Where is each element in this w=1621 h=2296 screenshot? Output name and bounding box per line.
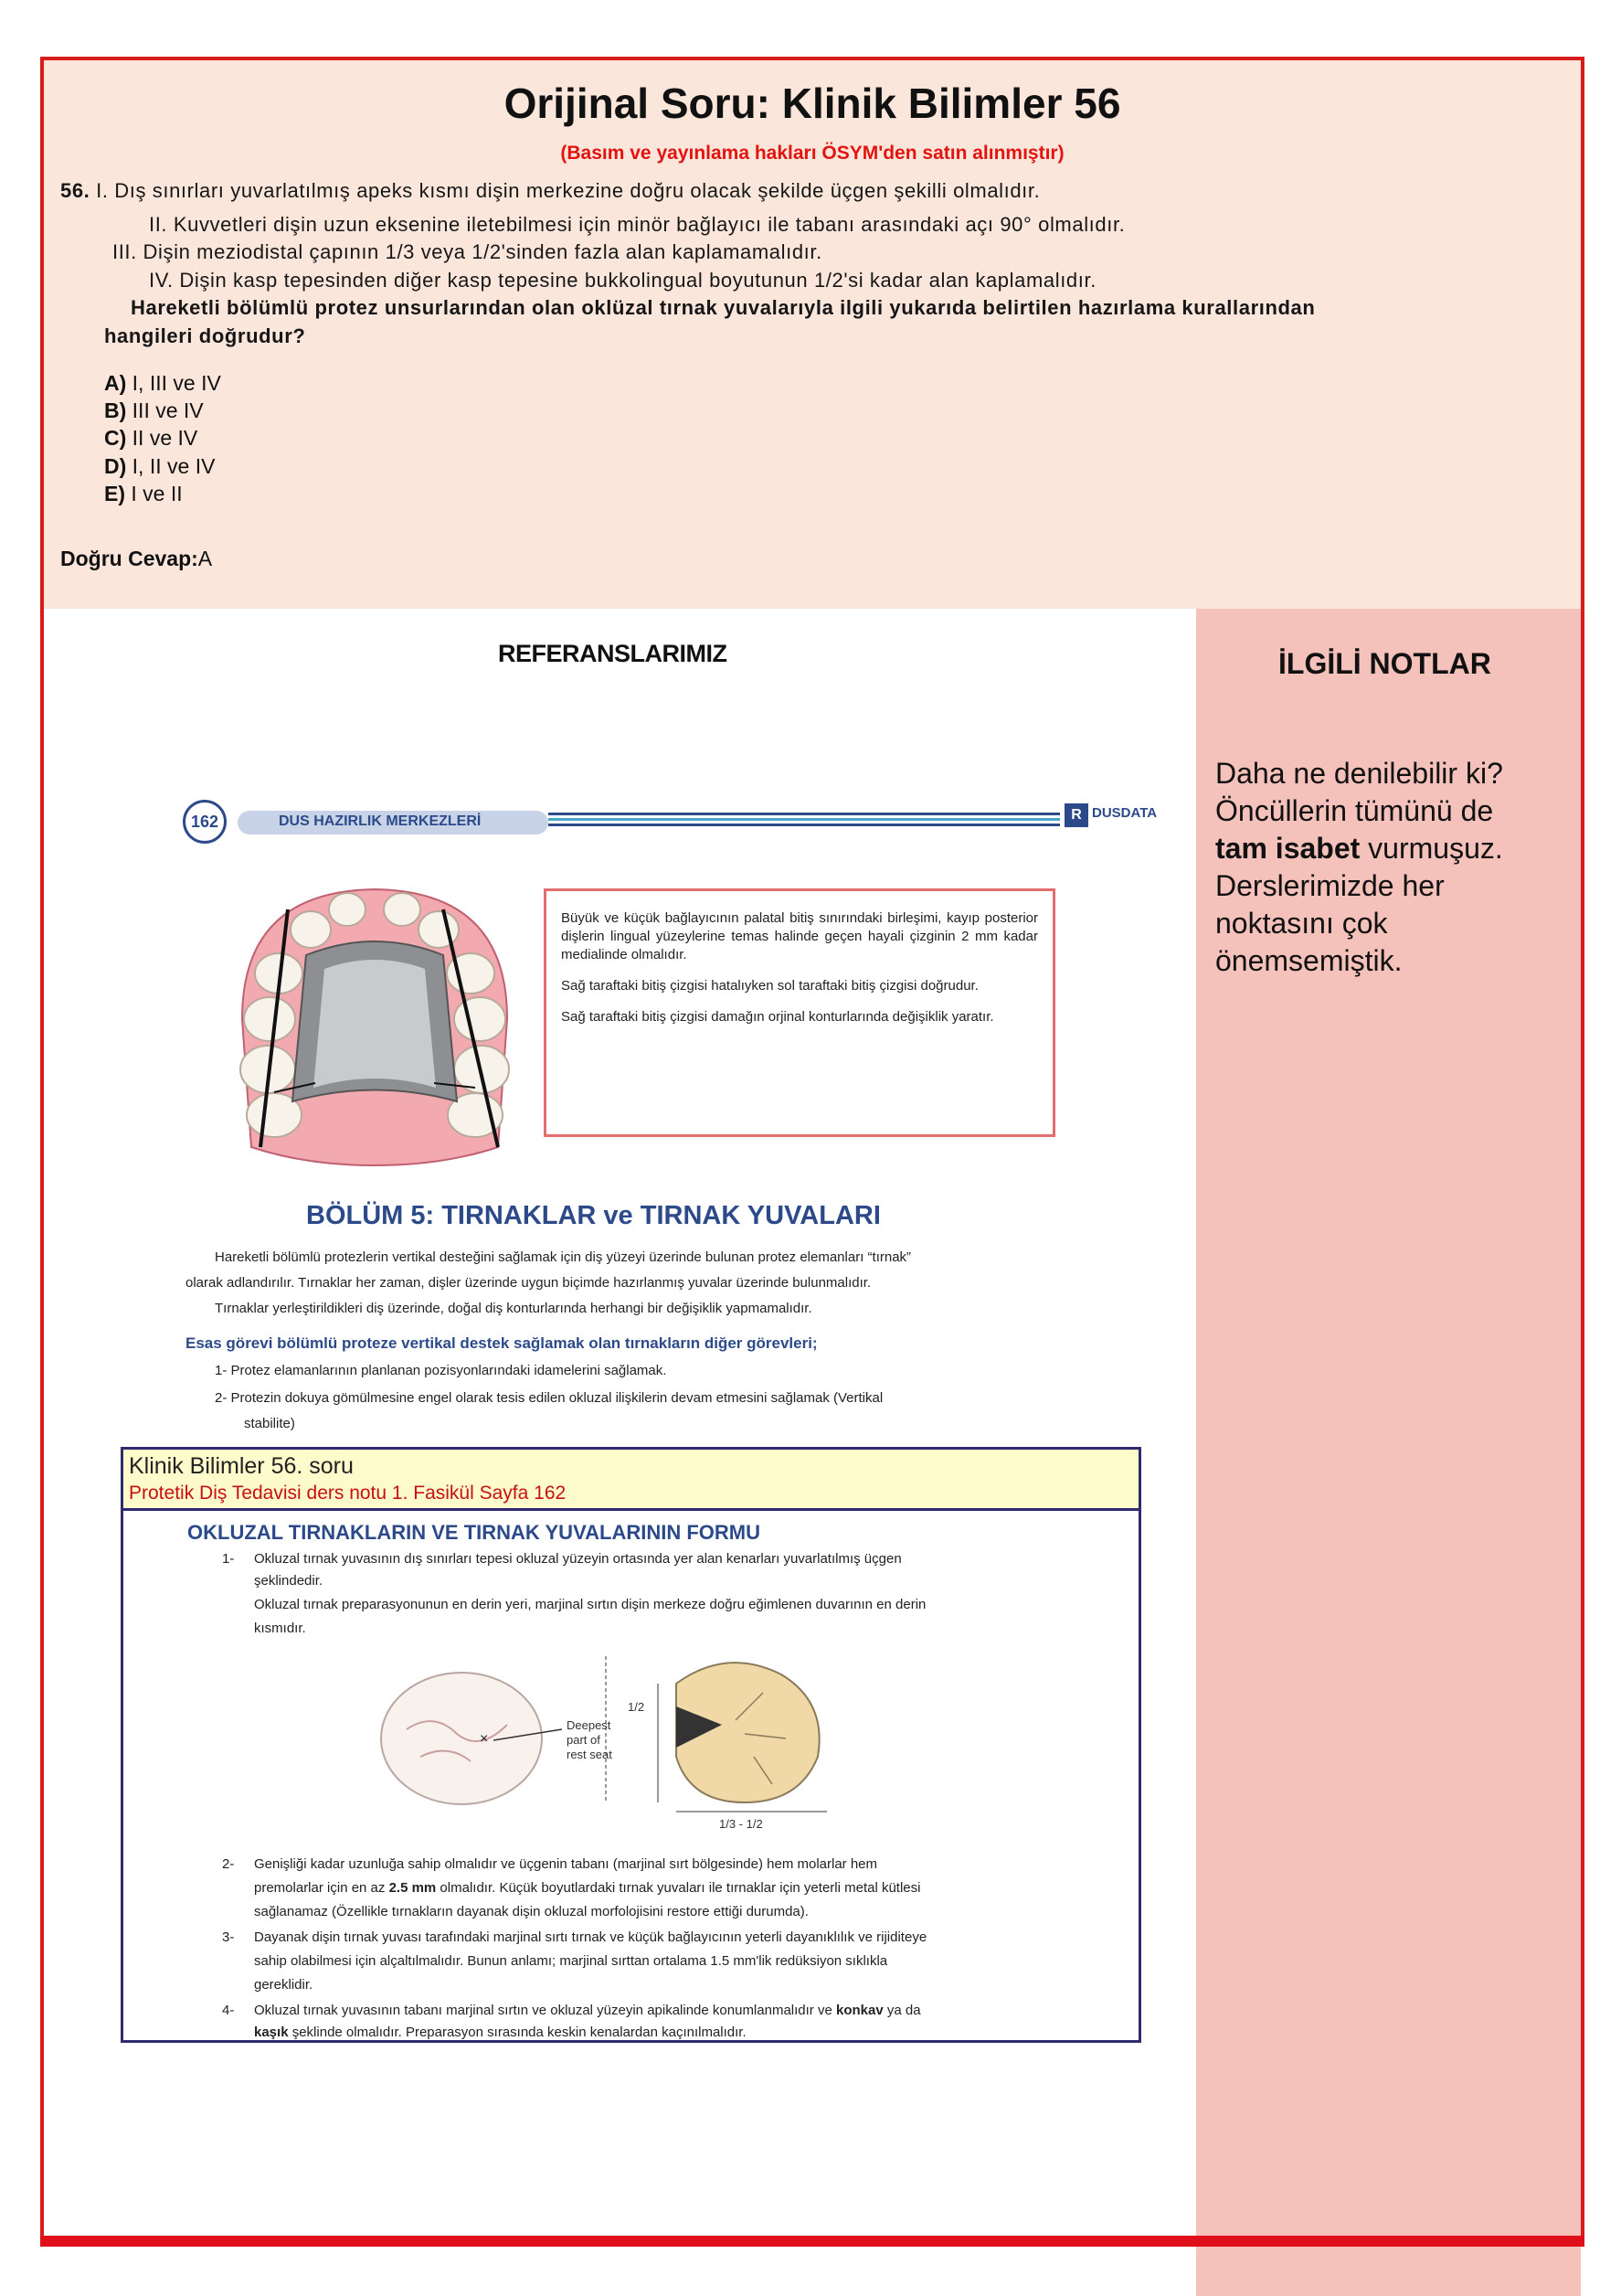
question-stem-line-2: hangileri doğrudur? xyxy=(104,324,306,347)
logo-mark-icon: R xyxy=(1065,803,1088,827)
option-c: C) II ve IV xyxy=(104,426,198,450)
occ-item-4-number: 4- xyxy=(222,2003,235,2018)
occ-item-2b: premolarlar için en az 2.5 mm olmalıdır. Küçük boyutlardaki tırnak yuvaları ile tırnaklar için yeterli metal kütlesi xyxy=(254,1880,921,1896)
info-paragraph-1: Büyük ve küçük bağlayıcının palatal bitiş sınırındaki birleşimi, kayıp posterior dişlerin lingual yüzeylerine temas halinde geçen hayali çizginin 2 mm kadar medialinde olmalıdır. xyxy=(561,910,1038,962)
question-number: 56. xyxy=(60,179,90,202)
book-list-2b: stabilite) xyxy=(244,1416,295,1431)
reference-caption xyxy=(121,1447,1141,1511)
correct-answer: Doğru Cevap:A xyxy=(60,547,213,570)
option-a: A) I, III ve IV xyxy=(104,371,221,395)
header-rule-lines xyxy=(548,813,1060,831)
notes-panel xyxy=(1196,609,1581,2296)
occ-item-2-number: 2- xyxy=(222,1856,235,1872)
bottom-bar xyxy=(40,2236,1584,2247)
book-list-1: 1- Protez elamanlarının planlanan pozisyonlarındaki idamelerini sağlamak. xyxy=(215,1363,667,1378)
reference-excerpt-frame xyxy=(121,1508,1141,2043)
caption-title: Klinik Bilimler 56. soru xyxy=(129,1453,354,1479)
info-paragraph-2: Sağ taraftaki bitiş çizgisi hatalıyken sol taraftaki bitiş çizgisi doğrudur. xyxy=(561,978,979,994)
book-page-number: 162 xyxy=(183,800,227,844)
option-b: B) III ve IV xyxy=(104,399,204,422)
section-title: BÖLÜM 5: TIRNAKLAR ve TIRNAK YUVALARI xyxy=(306,1201,881,1230)
occ-item-1b: şeklindedir. xyxy=(254,1573,323,1589)
caption-source: Protetik Diş Tedavisi ders notu 1. Fasikül Sayfa 162 xyxy=(129,1483,567,1504)
occlusal-form-title: OKLUZAL TIRNAKLARIN VE TIRNAK YUVALARININ FORMU xyxy=(187,1521,760,1544)
question-item-2: II. Kuvvetleri dişin uzun eksenine iletebilmesi için minör bağlayıcı ile tabanı arasındaki açı 90° olmalıdır. xyxy=(149,213,1126,236)
book-paragraph-1b: olarak adlandırılır. Tırnaklar her zaman, dişler üzerinde uygun biçimde hazırlanmış yuvalar üzerinde bulunmalıdır. xyxy=(185,1275,872,1291)
logo-text: DUSDATA xyxy=(1092,805,1158,821)
book-paragraph-2: Tırnaklar yerleştirildikleri diş üzerinde, doğal diş konturlarında herhangi bir değişiklik yapmamalıdır. xyxy=(215,1301,812,1316)
question-stem-line-1: Hareketli bölümlü protez unsurlarından olan oklüzal tırnak yuvalarıyla ilgili yukarıda belirtilen hazırlama kurallarından xyxy=(131,296,1316,319)
occ-item-2a: Genişliği kadar uzunluğa sahip olmalıdır ve üçgenin tabanı (marjinal sırt bölgesinde) hem molarlar hem xyxy=(254,1856,878,1872)
book-paragraph-1a: Hareketli bölümlü protezlerin vertikal desteğini sağlamak için diş yüzeyi üzerinde bulunan protez elemanları “tırnak” xyxy=(215,1249,912,1265)
option-e: E) I ve II xyxy=(104,482,183,505)
question-item-4: IV. Dişin kasp tepesinden diğer kasp tepesine bukkolingual boyutunun 1/2'si kadar alan kaplamalıdır. xyxy=(149,269,1097,292)
page-title: Orijinal Soru: Klinik Bilimler 56 xyxy=(503,80,1121,127)
occ-item-3a: Dayanak dişin tırnak yuvası tarafındaki marjinal sırtı tırnak ve küçük bağlayıcının yeterli dayanıklılık ve rijiditeye xyxy=(254,1929,927,1945)
svg-text:×: × xyxy=(480,1731,489,1747)
palatal-info-box xyxy=(544,888,1055,1137)
occ-item-4b: kaşık şeklinde olmalıdır. Preparasyon sırasında keskin kenalardan kaçınılmalıdır. xyxy=(254,2025,747,2040)
occ-item-3-number: 3- xyxy=(222,1929,235,1945)
occ-item-1d: kısmıdır. xyxy=(254,1621,306,1636)
occ-item-1c: Okluzal tırnak preparasyonunun en derin yeri, marjinal sırtın dişin merkeze doğru eğimlenen duvarının en derin xyxy=(254,1597,927,1612)
book-header-label: DUS HAZIRLIK MERKEZLERİ xyxy=(279,813,482,829)
occ-item-2c: sağlanamaz (Özellikle tırnakların dayanak dişin okluzal morfolojisini restore ettiği durumda). xyxy=(254,1904,809,1919)
notes-body: Daha ne denilebilir ki? Öncüllerin tümünü de tam isabet vurmuşuz. Derslerimizde her noktasını çok önemsemiştik. xyxy=(1215,757,1503,977)
book-header xyxy=(183,800,1158,845)
occ-item-1a: Okluzal tırnak yuvasının dış sınırları tepesi okluzal yüzeyin ortasında yer alan kenarları yuvarlatılmış üçgen xyxy=(254,1551,902,1567)
occ-item-1-number: 1- xyxy=(222,1551,235,1567)
occ-item-4a: Okluzal tırnak yuvasının tabanı marjinal sırtın ve okluzal yüzeyin apikalinde konumlanmalıdır ve konkav ya da xyxy=(254,2003,921,2018)
option-d: D) I, II ve IV xyxy=(104,454,216,478)
book-subtitle: Esas görevi bölümlü proteze vertikal destek sağlamak olan tırnakların diğer görevleri; xyxy=(185,1334,818,1352)
fig-label-deepest: Deepest xyxy=(567,1718,611,1732)
question-panel xyxy=(44,60,1581,609)
question-item-1: 56. I. Dış sınırları yuvarlatılmış apeks kısmı dişin merkezine doğru olacak şekilde üçgen şekilli olmalıdır. xyxy=(60,179,1041,202)
fig-half-label: 1/2 xyxy=(628,1700,645,1714)
fig-label-part: part of xyxy=(567,1733,600,1747)
fig-third-label: 1/3 - 1/2 xyxy=(719,1817,763,1830)
references-title: REFERANSLARIMIZ xyxy=(498,640,727,667)
fig-label-rest-seat: rest seat xyxy=(567,1748,612,1761)
book-list-2a: 2- Protezin dokuya gömülmesine engel olarak tesis edilen okluzal ilişkilerin devam etmesini sağlamak (Vertikal xyxy=(215,1390,884,1406)
occ-item-3b: sahip olabilmesi için alçaltılmalıdır. Bunun anlamı; marjinal sırttan ortalama 1.5 mm'lik redüksiyon sıklıkla xyxy=(254,1953,888,1969)
notes-title: İLGİLİ NOTLAR xyxy=(1278,647,1491,680)
palate-illustration xyxy=(224,873,525,1175)
rest-seat-illustration xyxy=(370,1656,882,1830)
copyright-note: (Basım ve yayınlama hakları ÖSYM'den satın alınmıştır) xyxy=(560,143,1065,164)
info-paragraph-3: Sağ taraftaki bitiş çizgisi damağın orjinal konturlarında değişiklik yaratır. xyxy=(561,1009,994,1025)
question-item-3: III. Dişin meziodistal çapının 1/3 veya 1/2'sinden fazla alan kaplamamalıdır. xyxy=(112,240,822,263)
occ-item-3c: gereklidir. xyxy=(254,1977,313,1993)
dusdata-logo xyxy=(1065,800,1156,844)
